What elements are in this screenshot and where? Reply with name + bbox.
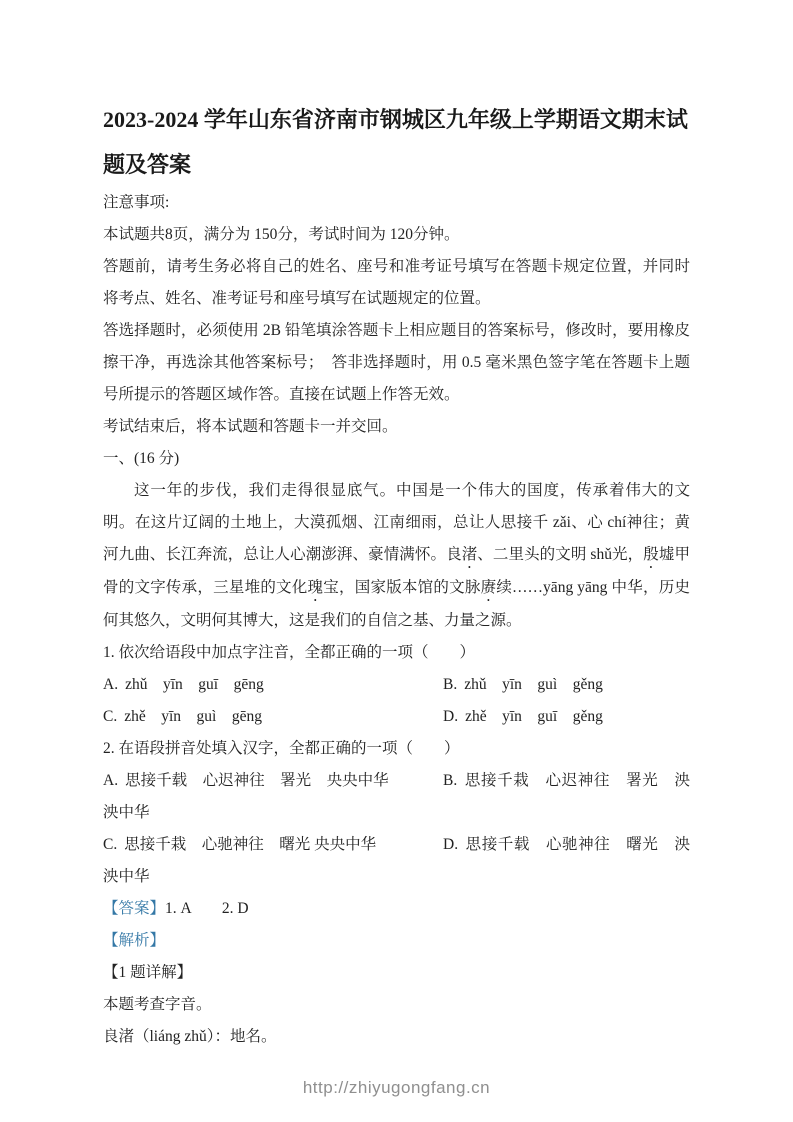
passage-text: 宝，国家版本馆的文脉 — [323, 579, 481, 596]
option-label: C. — [103, 708, 118, 725]
passage-text: 、二里头的文明 shǔ光， — [477, 546, 644, 563]
passage-text: 续……yāng yāng 中华，历史何其悠久，文明何其博大，这是我们的自信之基、力量之源。 — [103, 579, 690, 629]
option-text: 思接千载 心驰神往 曙光 泱泱中华 — [103, 836, 690, 885]
question-1-option-c — [103, 701, 443, 733]
option-text: zhě yīn guī gěng — [465, 708, 603, 725]
option-text: 思接千栽 心迟神往 署光 泱泱中华 — [103, 772, 690, 821]
question-1-option-d — [443, 708, 603, 725]
explanation-line-1: 本题考查字音。 — [103, 996, 212, 1013]
option-label: B. — [443, 676, 458, 693]
option-text: zhǔ yīn guī gēng — [125, 676, 264, 693]
question-2-option-a — [103, 765, 443, 797]
option-label: A. — [103, 772, 119, 789]
notice-paragraph-fill-info: 答题前，请考生务必将自己的姓名、座号和准考证号填写在答题卡规定位置，并同时将考点、姓名、准考证号和座号填写在试题规定的位置。 — [103, 258, 690, 307]
option-label: D. — [443, 836, 459, 853]
question-1-option-a — [103, 669, 443, 701]
option-text: 思接千载 心迟神往 署光 央央中华 — [125, 772, 389, 789]
notice-paragraph-return: 考试结束后，将本试题和答题卡一并交回。 — [103, 418, 398, 435]
question-1-option-b — [443, 676, 603, 693]
option-label: B. — [443, 772, 458, 789]
reading-passage — [103, 475, 690, 637]
option-text: 思接千栽 心驰神往 曙光 央央中华 — [124, 836, 377, 853]
dotted-char-zhu: 渚 — [461, 546, 478, 563]
passage-text: 墟甲骨的文字传承，三星堆的文化 — [103, 546, 690, 596]
notice-heading: 注意事项: — [103, 194, 170, 211]
answer-label: 【答案】 — [103, 900, 166, 917]
answer-values: 1. A 2. D — [165, 900, 249, 917]
notice-paragraph-answer-rules: 答选择题时，必须使用 2B 铅笔填涂答题卡上相应题目的答案标号，修改时，要用橡皮擦干净，再选涂其他答案标号； 答非选择题时，用 0.5 毫米黑色签字笔在答题卡上题号所提示的答题区域作答。直接在试题上作答无效。 — [103, 322, 690, 403]
dotted-char-yin: 殷 — [643, 546, 659, 563]
section-one-heading: 一、(16 分) — [103, 450, 180, 467]
page-title: 2023-2024 学年山东省济南市钢城区九年级上学期语文期末试题及答案 — [103, 107, 688, 177]
question-1-options-row-1 — [103, 669, 690, 701]
option-label: D. — [443, 708, 459, 725]
answer-line — [103, 893, 690, 925]
passage-text: 这一年的步伐，我们走得很显底气。中国是一个伟大的国度，传承着伟大的文明。在这片辽阔的土地上，大漠孤烟、江南细雨，总让人思接千 zǎi、心 chí神往；黄河九曲、长江奔流，总让人心潮澎湃、豪情满怀。良 — [103, 482, 690, 563]
option-text: zhě yīn guì gēng — [124, 708, 262, 725]
dotted-char-geng: 赓 — [480, 579, 497, 596]
option-label: C. — [103, 836, 118, 853]
question-2-options-row-2 — [103, 829, 690, 893]
question-2-stem: 2. 在语段拼音处填入汉字，全都正确的一项（ ） — [103, 740, 460, 757]
question-1-stem: 1. 依次给语段中加点字注音，全都正确的一项（ ） — [103, 644, 476, 661]
explanation-line-2: 良渚（liáng zhǔ）：地名。 — [103, 1028, 277, 1045]
watermark-url: http://zhiyugongfang.cn — [302, 1078, 491, 1097]
dotted-char-gui: 瑰 — [307, 579, 324, 596]
analysis-label: 【解析】 — [103, 932, 166, 949]
notice-paragraph-pages: 本试题共8页，满分为 150分，考试时间为 120分钟。 — [103, 226, 460, 243]
question-2-option-c — [103, 829, 443, 861]
option-label: A. — [103, 676, 119, 693]
question-1-options-row-2 — [103, 701, 690, 733]
explanation-heading: 【1 题详解】 — [103, 964, 193, 981]
question-2-options-row-1 — [103, 765, 690, 829]
option-text: zhǔ yīn guì gěng — [464, 676, 603, 693]
